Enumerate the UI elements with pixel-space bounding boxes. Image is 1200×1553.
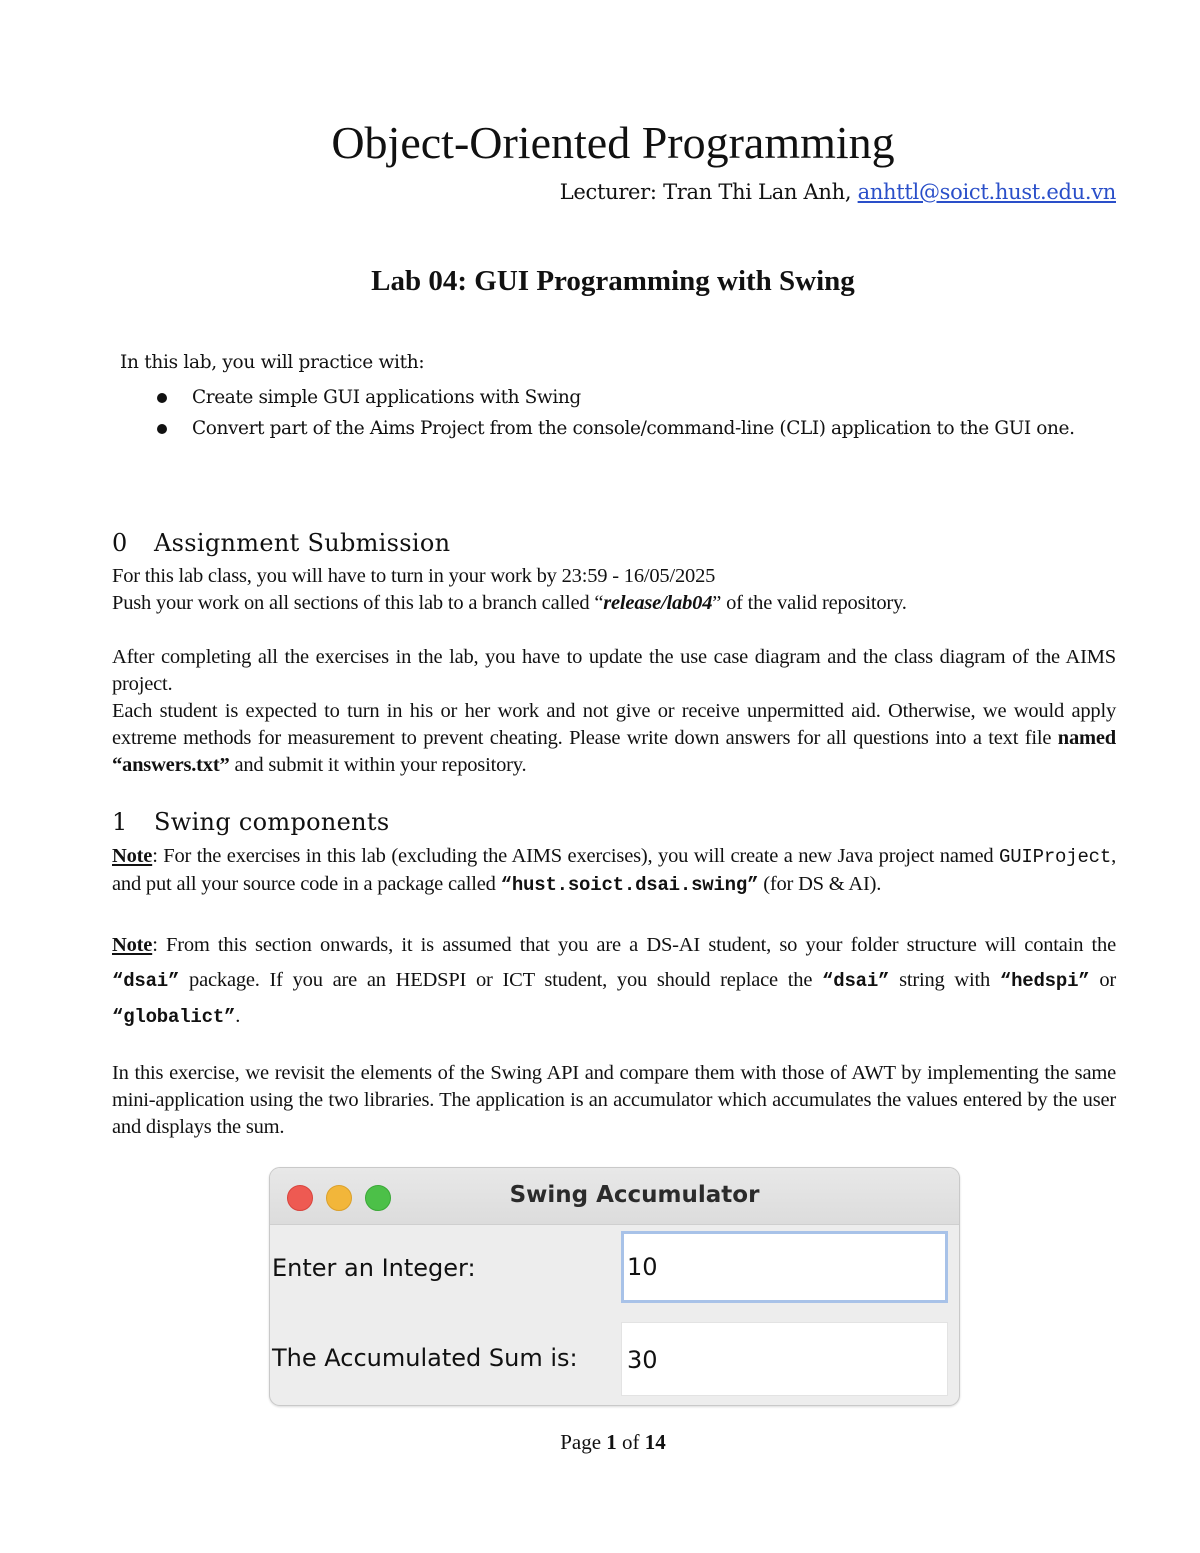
package-name: “hust.soict.dsai.swing”: [500, 874, 759, 896]
sum-label: The Accumulated Sum is:: [272, 1344, 578, 1372]
integer-input-label: Enter an Integer:: [272, 1254, 476, 1282]
page-footer: [0, 1430, 1200, 1455]
list-item: [155, 384, 1095, 411]
globalict-package: “globalict”: [112, 1006, 236, 1028]
note-label: Note: [112, 934, 153, 956]
update-diagram-paragraph: After completing all the exercises in the lab, you have to update the use case diagram and the class diagram of the AIMS project.: [112, 646, 1116, 695]
note-text: (for DS & AI).: [758, 873, 882, 895]
lab-title: Lab 04: GUI Programming with Swing: [371, 265, 855, 297]
lecturer-name: Lecturer: Tran Thi Lan Anh,: [559, 180, 852, 204]
project-name: GUIProject: [999, 846, 1112, 868]
swing-accumulator-window: [269, 1167, 960, 1406]
note-text: : For the exercises in this lab (excluding the AIMS exercises), you will create a new Java project named: [152, 845, 1000, 867]
note-label: Note: [112, 845, 153, 867]
section-title: Swing components: [154, 808, 390, 836]
section-0-heading: [112, 529, 450, 557]
intro-bullet-list: [155, 384, 1095, 446]
exercise-intro-paragraph: In this exercise, we revisit the elements of the Swing API and compare them with those of AWT by implementing the same mini-application using the two libraries. The application is an accumulator which accumulates the values entered by the user and displays the sum.: [112, 1062, 1116, 1138]
intro-lead: In this lab, you will practice with:: [120, 352, 425, 373]
note-text: .: [235, 1005, 241, 1027]
section-1-heading: [112, 808, 389, 836]
integrity-paragraph: [112, 698, 1116, 779]
current-page-number: 1: [606, 1430, 617, 1454]
note-text: package. If you are an HEDSPI or ICT student, you should replace the: [179, 969, 823, 991]
document-title: Object-Oriented Programming: [331, 117, 895, 168]
list-item-text: Create simple GUI applications with Swing: [192, 387, 581, 408]
branch-name: release/lab04: [603, 592, 713, 614]
branch-text-pre: Push your work on all sections of this lab to a branch called “: [112, 592, 604, 614]
of-word: of: [622, 1430, 640, 1454]
window-title: Swing Accumulator: [509, 1182, 760, 1208]
note-text: or: [1089, 969, 1116, 991]
lecturer-email-link[interactable]: anhttl@soict.hust.edu.vn: [857, 180, 1116, 204]
section-title: Assignment Submission: [154, 529, 451, 557]
note-text: string with: [889, 969, 1000, 991]
lecturer-line: [560, 180, 1116, 204]
window-titlebar: [270, 1168, 959, 1225]
list-item: [155, 415, 1095, 442]
section-number: 1: [112, 808, 128, 836]
list-item-text: Convert part of the Aims Project from the console/command-line (CLI) application to the GUI one.: [192, 418, 1075, 439]
answers-file-name: named “answers.txt”: [112, 727, 1116, 776]
bullet-icon: [157, 393, 167, 403]
integrity-text: Each student is expected to turn in his or her work and not give or receive unpermitted aid. Otherwise, we would apply extreme methods for measurement to prevent cheating. Please write down answers for all questions into a text file: [112, 700, 1116, 749]
deadline-paragraph: [112, 563, 1116, 617]
page-word: Page: [560, 1430, 602, 1454]
dsai-package: “dsai”: [822, 970, 890, 992]
bullet-icon: [157, 424, 167, 434]
note-project-paragraph: [112, 843, 1116, 899]
note-text: , and put all your source code in a package called: [112, 845, 1116, 895]
integer-input[interactable]: 10: [621, 1231, 948, 1303]
branch-text-post: ” of the valid repository.: [712, 592, 907, 614]
sum-field: 30: [621, 1322, 948, 1396]
integrity-text-end: and submit it within your repository.: [229, 754, 527, 776]
dsai-package: “dsai”: [112, 970, 180, 992]
note-folder-paragraph: [112, 928, 1116, 1035]
total-page-count: 14: [644, 1430, 666, 1454]
hedspi-package: “hedspi”: [999, 970, 1090, 992]
section-number: 0: [112, 529, 128, 557]
note-text: : From this section onwards, it is assumed that you are a DS-AI student, so your folder structure will contain the: [152, 934, 1116, 956]
deadline-text: For this lab class, you will have to turn in your work by 23:59 - 16/05/2025: [112, 565, 716, 587]
